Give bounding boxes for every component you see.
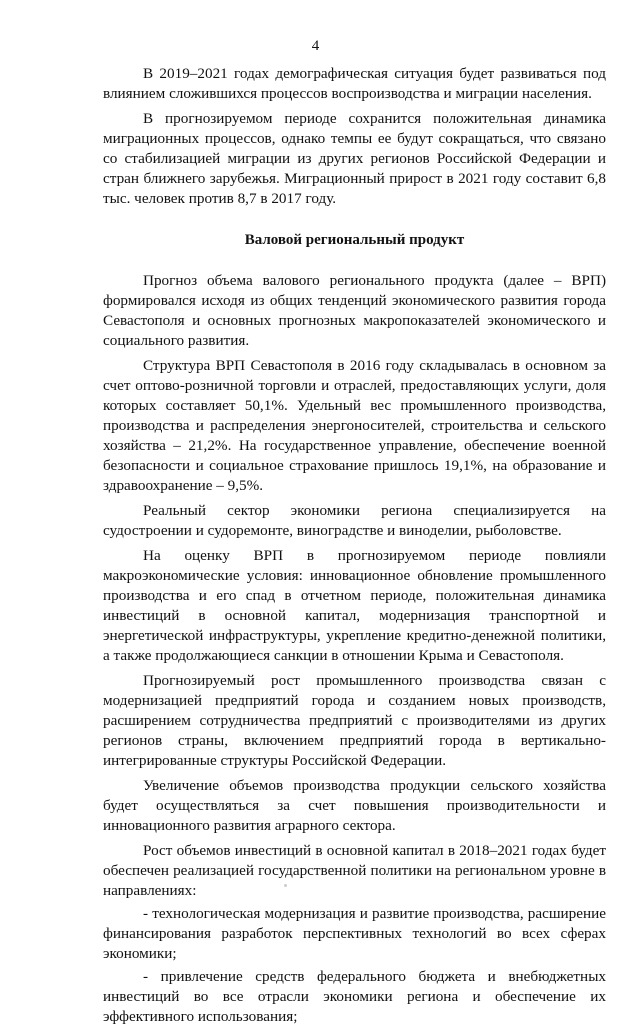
list-item-modernization: - технологическая модернизация и развитие производства, расширение финансирования разработок перспективных технологий во всех сферах экономики; [103,905,606,962]
paragraph-grp-forecast: Прогноз объема валового регионального продукта (далее – ВРП) формировался исходя из общих тенденций экономического развития города Севастополя и основных прогнозных макропоказателей экономического и социального развития. [103,272,606,349]
paragraph-migration: В прогнозируемом периоде сохранится положительная динамика миграционных процессов, однако темпы ее будут сокращаться, что связано со стабилизацией миграции из других регионов Российской Федерации и стран ближнего зарубежья. Миграционный прирост в 2021 году составит 6,8 тыс. человек против 8,7 в 2017 году. [103,110,606,207]
paragraph-real-sector: Реальный сектор экономики региона специализируется на судостроении и судоремонте, виноградстве и виноделии, рыболовстве. [103,502,606,539]
paragraph-agriculture: Увеличение объемов производства продукции сельского хозяйства будет осуществляться за счет повышения производительности и инновационного развития аграрного сектора. [103,777,606,834]
scan-speck [284,884,287,887]
section-heading: Валовой региональный продукт [244,232,465,248]
document-body [103,64,606,1030]
paragraph-industrial-growth: Прогнозируемый рост промышленного производства связан с модернизацией предприятий города и созданием новых производств, расширением сотрудничества предприятий с производителями из других регионов страны, включением предприятий города в вертикально-интегрированные структуры Российской Федерации. [103,672,606,769]
paragraph-demography: В 2019–2021 годах демографическая ситуация будет развиваться под влиянием сложившихся процессов воспроизводства и миграции населения. [103,65,606,102]
paragraph-macro-conditions: На оценку ВРП в прогнозируемом периоде повлияли макроэкономические условия: инновационное обновление промышленного производства и его спад в отчетном периоде, положительная динамика инвестиций в основной капитал, модернизация транспортной и энергетической инфраструктуры, укрепление кредитно-денежной политики, а также продолжающиеся санкции в отношении Крыма и Севастополя. [103,547,606,664]
paragraph-grp-structure: Структура ВРП Севастополя в 2016 году складывалась в основном за счет оптово-розничной торговли и отраслей, предоставляющих услуги, доля которых составляет 50,1%. Удельный вес промышленного производства, производства и распределения энергоносителей, строительства и сельского хозяйства – 21,2%. На государственное управление, обеспечение военной безопасности и социальное страхование пришлось 19,1%, на образование и здравоохранение – 9,5%. [103,357,606,494]
page-number: 4 [311,38,320,54]
list-item-federal-funds: - привлечение средств федерального бюджета и внебюджетных инвестиций во все отрасли экономики региона и обеспечение их эффективного использования; [103,968,606,1025]
paragraph-investment: Рост объемов инвестиций в основной капитал в 2018–2021 годах будет обеспечен реализацией государственной политики на региональном уровне в направлениях: [103,842,606,899]
